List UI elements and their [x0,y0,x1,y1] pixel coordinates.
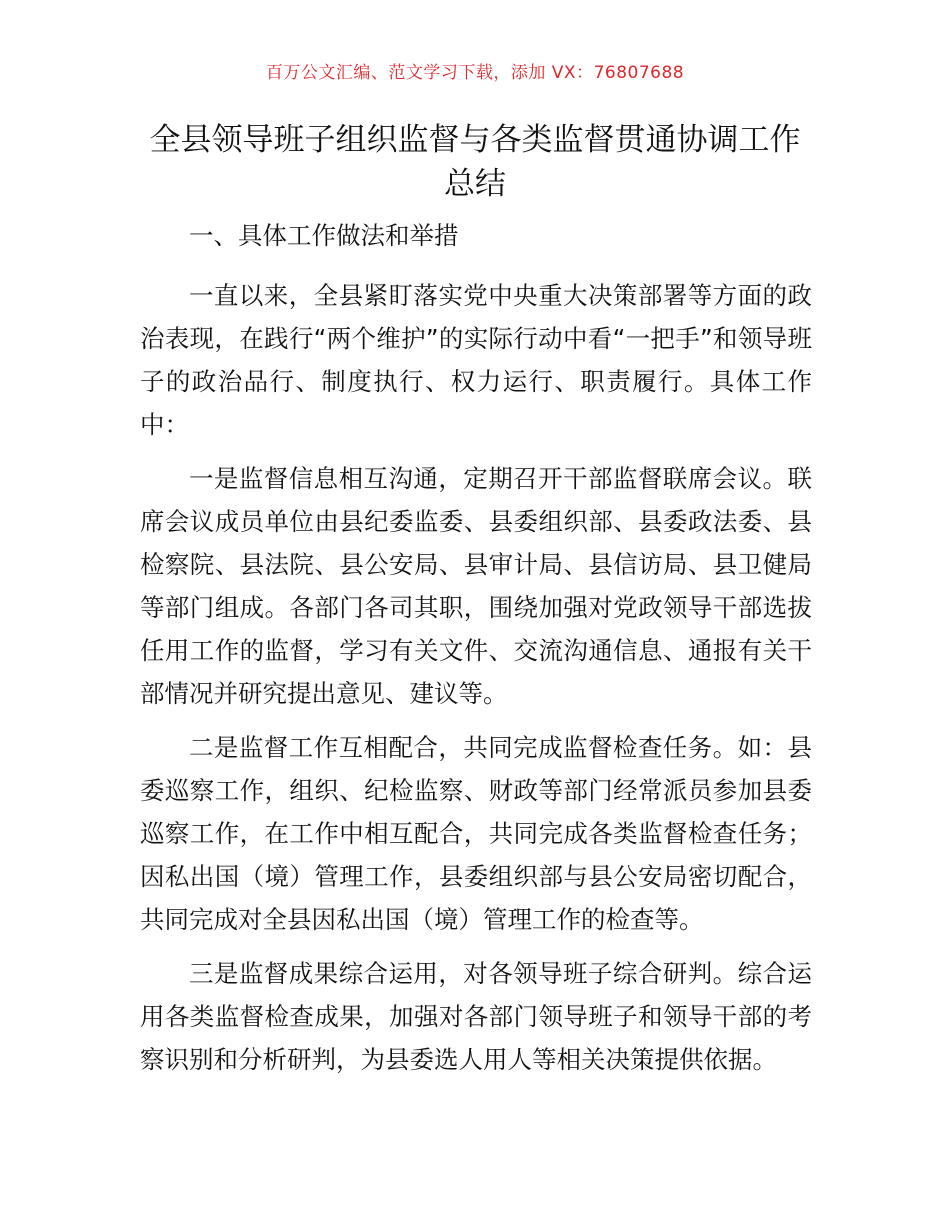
paragraph-item-2: 二是监督工作互相配合，共同完成监督检查任务。如：县委巡察工作，组织、纪检监察、财政等部门经常派员参加县委巡察工作，在工作中相互配合，共同完成各类监督检查任务；因私出国（境）管理工作，县委组织部与县公安局密切配合，共同完成对全县因私出国（境）管理工作的检查等。 [140,733,812,934]
header-note: 百万公文汇编、范文学习下载，添加 VX：76807688 [265,63,685,83]
section-heading: 一、具体工作做法和举措 [189,221,459,250]
paragraph-item-1: 一是监督信息相互沟通，定期召开干部监督联席会议。联席会议成员单位由县纪委监委、县委组织部、县委政法委、县检察院、县法院、县公安局、县审计局、县信访局、县卫健局等部门组成。各部门各司其职，围绕加强对党政领导干部选拔任用工作的监督，学习有关文件、交流沟通信息、通报有关干部情况并研究提出意见、建议等。 [140,464,812,708]
page-title: 全县领导班子组织监督与各类监督贯通协调工作总结 [149,122,801,202]
document-body [140,214,812,1092]
paragraph-item-3: 三是监督成果综合运用，对各领导班子综合研判。综合运用各类监督检查成果，加强对各部门领导班子和领导干部的考察识别和分析研判，为县委选人用人等相关决策提供依据。 [140,959,812,1074]
paragraph-intro: 一直以来，全县紧盯落实党中央重大决策部署等方面的政治表现，在践行“两个维护”的实际行动中看“一把手”和领导班子的政治品行、制度执行、权力运行、职责履行。具体工作中： [140,281,812,439]
